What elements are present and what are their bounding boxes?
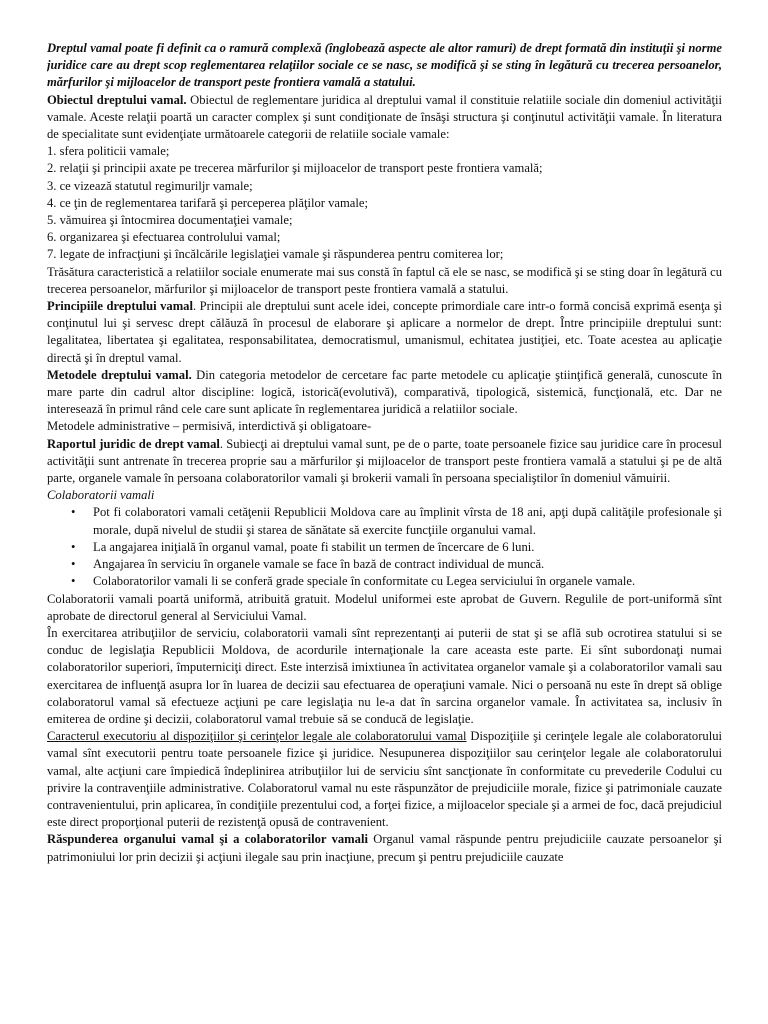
list-item: 7. legate de infracţiuni şi încălcările legislaţiei vamale şi răspunderea pentru comiterea lor; [47,247,504,262]
obiect-paragraph [47,92,722,144]
metode-title: Metodele dreptului vamal. [47,367,192,382]
list-item: 3. ce vizează statutul regimuriljr vamale; [47,178,253,193]
raport-text: . Subiecţi ai dreptului vamal sunt, pe de o parte, toate persoanele fizice sau juridice care în procesul activităţii sunt antrenate în trecerea proprie sau a mărfurilor şi mijloacelor de transport peste frontiera vamală a statului şi pe de altă parte, organele vamale în persoana colaboratorilor vamali şi brokerii vamali în persoana specialiştilor în domeniul vămuirii. [47,436,722,486]
list-item: 1. sfera politicii vamale; [47,144,170,159]
intro-paragraph: Dreptul vamal poate fi definit ca o ramură complexă (înglobează aspecte ale altor ramuri) de drept formată din instituţii şi norme juridice care au drept scop reglementarea relaţiilor sociale ce se nasc, se modifică şi se sting în legătură cu trecerea persoanelor, mărfurilor şi mijloacelor de transport peste frontiera vamală a statului. [47,41,722,90]
document-page [47,40,722,1020]
raspundere-text: Organul vamal răspunde pentru prejudiciile cauzate persoanelor şi patrimoniului lor prin decizii şi acţiuni ilegale sau prin inacţiune, precum şi pentru prejudiciile cauzate [47,832,722,864]
colaboratori-heading: Colaboratorii vamali [47,488,155,503]
list-item: 6. organizarea şi efectuarea controlului vamal; [47,230,281,245]
principii-title: Principiile dreptului vamal [47,299,193,314]
raspundere-title: Răspunderea organului vamal şi a colaboratorilor vamali [47,832,368,847]
atributii-paragraph: În exercitarea atribuţiilor de serviciu, colaboratorii vamali sînt reprezentanţi ai puterii de stat şi se află sub ocrotirea statului si se conduc de legislaţia Republicii Moldova, de acordurile internaţionale la care aceasta este parte. Ei sînt subordonaţi numai colaboratorilor superiori, împuterniciţi direct. Este interzisă imixtiunea în activitatea organelor vamale şi a colaboratorilor vamali sau exercitarea de influenţă asupra lor în luarea de decizii sau efectuarea de operaţiuni vamale. Nici o persoană nu este în drept să oblige colaboratorul vamal să efectueze acţiuni pe care legislaţia nu le-a dat în sarcina organelor vamale. În activitatea sa, inclusiv în emiterea de ordine şi decizii, colaboratorul vamal trebuie să se conducă de legislaţie. [47,625,722,726]
bullet-item: • Angajarea în serviciu în organele vamale se face în bază de contract individual de muncă. [71,556,722,573]
principii-text: . Principii ale dreptului sunt acele idei, concepte primordiale care intr-o formă concisă exprimă esenţa şi conţinutul lui şi servesc drept călăuză în procesul de elaborare şi aplicare a normelor de drept. Între principiile dreptului sunt: legalitatea, libertatea şi egalitatea, responsabilitatea, democratismul, umanismul, echitatea justiţiei, etc. Toate acestea au aplicaţie directă şi în dreptul vamal. [47,299,722,365]
obiect-title: Obiectul dreptului vamal. [47,92,187,107]
bullet-item: • La angajarea iniţială în organul vamal, poate fi stabilit un termen de încercare de 6 luni. [71,539,722,556]
uniforma-paragraph: Colaboratorii vamali poartă uniformă, atribuită gratuit. Modelul uniformei este aprobat de Guvern. Regulile de port-uniformă sînt aprobate de directorul general al Serviciului Vamal. [47,591,722,623]
relatii-list [47,143,722,263]
list-item: 5. vămuirea şi întocmirea documentaţiei vamale; [47,213,293,228]
trasatura-paragraph: Trăsătura caracteristică a relatiilor sociale enumerate mai sus constă în faptul că ele se nasc, se modifică şi se sting doar în legătură cu trecerea persoanelor, mărfurilor şi mijloacelor de transport peste frontiera vamală a statului. [47,264,722,296]
caracter-title: Caracterul executoriu al dispoziţiilor şi cerinţelor legale ale colaboratorului vamal [47,729,467,744]
caracter-paragraph [47,728,722,831]
list-item: 2. relaţii şi principii axate pe trecerea mărfurilor şi mijloacelor de transport peste frontiera vamală; [47,161,543,176]
colaboratori-bullet-list [47,504,722,590]
bullet-item: • Colaboratorilor vamali li se conferă grade speciale în conformitate cu Legea serviciului în organele vamale. [71,573,722,590]
raport-paragraph [47,436,722,488]
list-item: 4. ce ţin de reglementarea tarifară şi perceperea plăţilor vamale; [47,195,368,210]
principii-paragraph [47,298,722,367]
metode-paragraph [47,367,722,419]
metode-administrative-line: Metodele administrative – permisivă, interdictivă şi obligatoare- [47,419,372,434]
raspundere-paragraph [47,831,722,865]
caracter-text: Dispoziţiile şi cerinţele legale ale colaboratorului vamal sînt executorii pentru toate persoanele fizice şi juridice. Nesupunerea dispoziţiilor sau cerinţelor legale ale colaboratorului vamal, alte acţiuni care împiedică îndeplinirea atribuţiilor lui de serviciu sînt sancţionate în conformitate cu prevederile Codului cu privire la contravenţiile administrative. Colaboratorul vamal nu este răspunzător de prejudiciile morale, fizice şi patrimoniale cauzate contravenientului, prin aplicarea, în condiţiile prezentului cod, a forţei fizice, a mijloacelor speciale şi a armei de foc, dacă prejudiciul este direct proporţional puterii de rezistenţă opusă de contravenient. [47,729,722,830]
obiect-text: Obiectul de reglementare juridica al dreptului vamal il constituie relatiile sociale din domeniul activităţii vamale. Aceste relaţii poartă un caracter complex şi sunt condiţionate de însăşi structura şi conţinutul activităţii vamale. În literatura de specialitate sunt evidenţiate următoarele categorii de relatiile sociale vamale: [47,92,722,142]
metode-text: Din categoria metodelor de cercetare fac parte metodele cu aplicaţie ştiinţifică generală, cunoscute în mare parte din cadrul altor discipline: logică, istorică(evolutivă), comparativă, tipologică, sistemică, funcţională, etc. Dar ne interesează în primul rând cele care sunt aplicate în reglementarea juridică a relatiilor sociale. [47,367,722,417]
raport-title: Raportul juridic de drept vamal [47,436,220,451]
bullet-item: • Pot fi colaboratori vamali cetăţenii Republicii Moldova care au împlinit vîrsta de 18 ani, apţi după calităţile profesionale şi morale, după nivelul de studii şi starea de sănătate să exercite funcţiile organului vamal. [71,504,722,538]
